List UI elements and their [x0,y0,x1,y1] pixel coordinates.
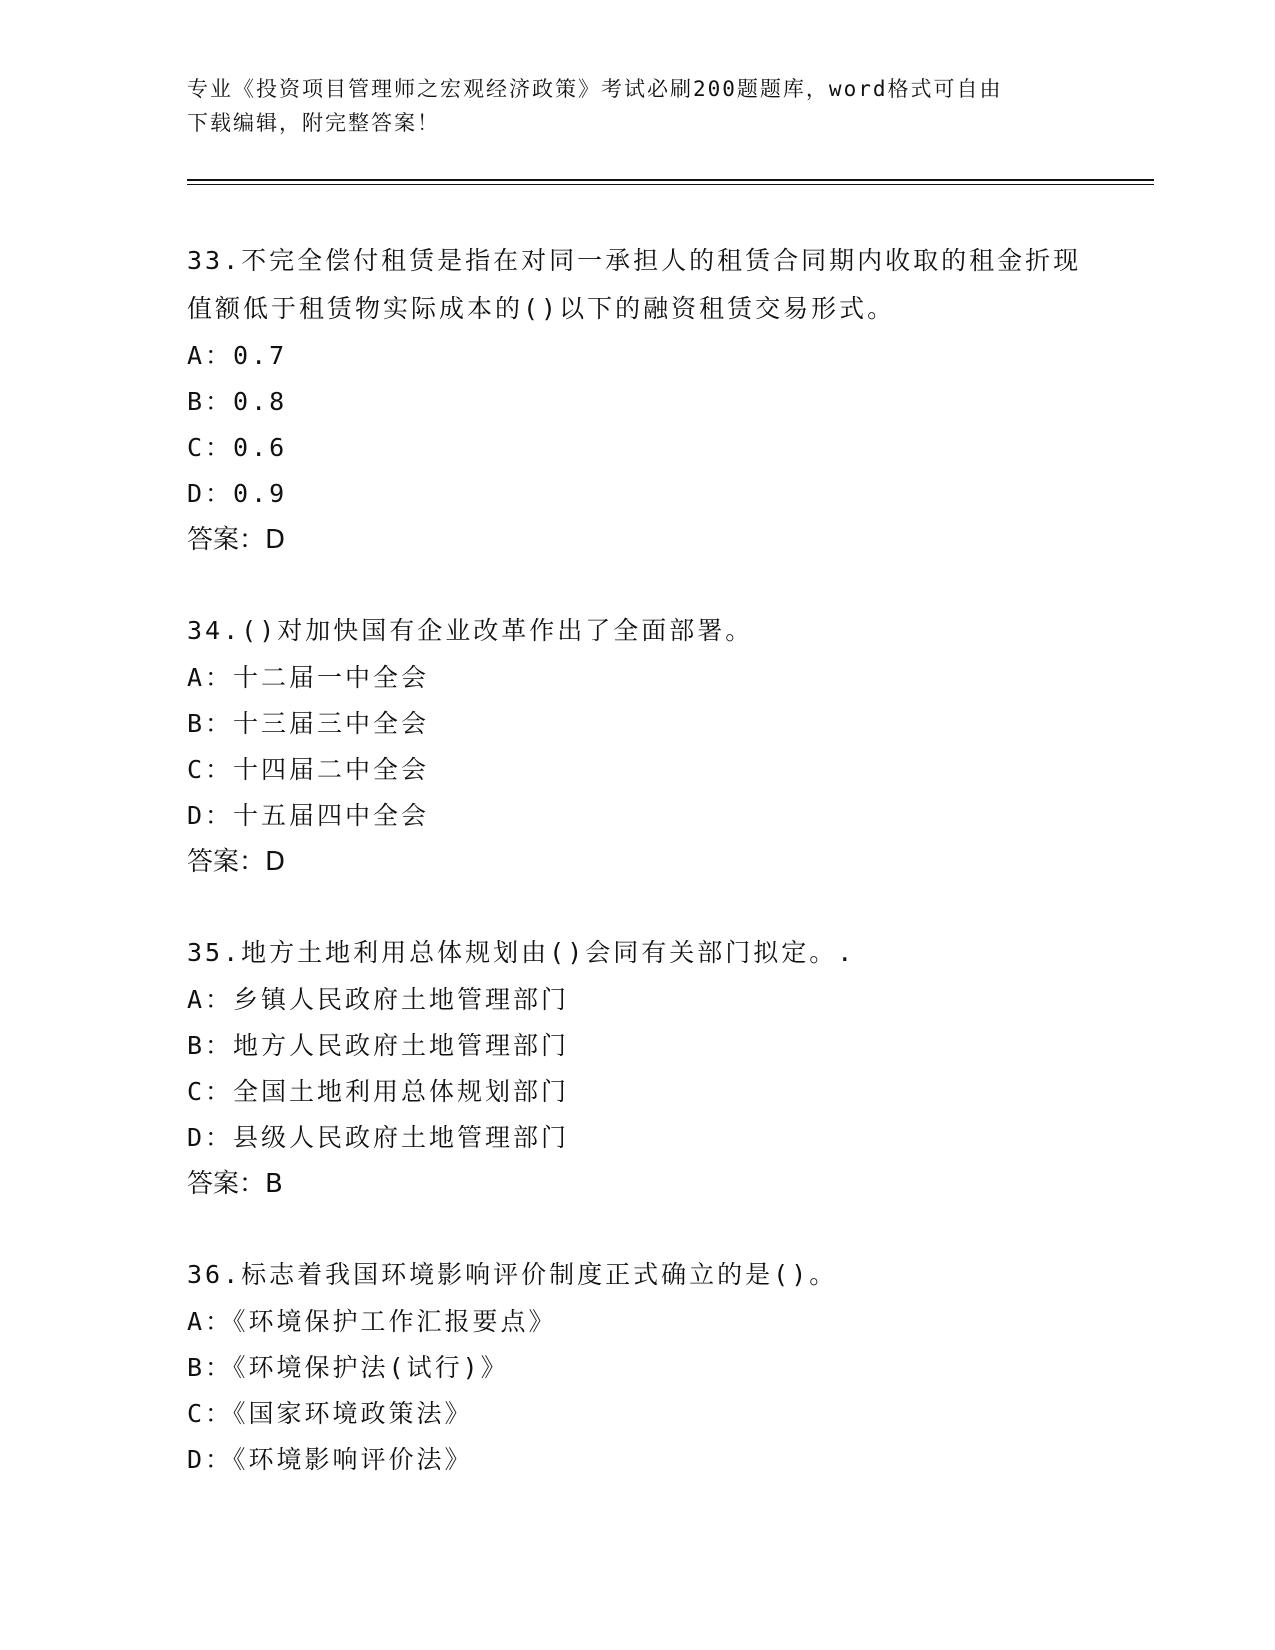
question-stem: 33.不完全偿付租赁是指在对同一承担人的租赁合同期内收取的租金折现值额低于租赁物实际成本的()以下的融资租赁交易形式。 [187,246,1082,323]
option-d: D：十五届四中全会 [187,801,430,830]
option-c: C：0.6 [187,433,288,462]
question-33 [187,237,1087,563]
header-line-1: 专业《投资项目管理师之宏观经济政策》考试必刷200题题库，word格式可自由 [187,77,1003,101]
option-a: A：0.7 [187,341,288,370]
option-c: C：《国家环境政策法》 [187,1399,473,1428]
option-b: B：十三届三中全会 [187,709,430,738]
option-a: A：乡镇人民政府土地管理部门 [187,985,570,1014]
answer-line: 答案：D [187,847,286,877]
option-c: C：全国土地利用总体规划部门 [187,1077,570,1106]
option-b: B：《环境保护法(试行)》 [187,1353,509,1382]
header-divider-thick [187,179,1154,181]
option-d: D：县级人民政府土地管理部门 [187,1123,570,1152]
document-header [187,72,1087,140]
option-b: B：地方人民政府土地管理部门 [187,1031,570,1060]
question-stem: 35.地方土地利用总体规划由()会同有关部门拟定。. [187,938,856,967]
option-d: D：《环境影响评价法》 [187,1445,473,1474]
header-divider-thin [187,184,1154,185]
option-b: B：0.8 [187,387,288,416]
question-list [187,237,1087,1527]
answer-line: 答案：B [187,1169,283,1199]
question-stem: 34.()对加快国有企业改革作出了全面部署。 [187,616,754,645]
header-line-2: 下载编辑，附完整答案！ [187,111,440,135]
question-stem: 36.标志着我国环境影响评价制度正式确立的是()。 [187,1260,838,1289]
answer-line: 答案：D [187,525,286,555]
option-c: C：十四届二中全会 [187,755,430,784]
question-36 [187,1251,1087,1483]
question-34 [187,607,1087,885]
question-35 [187,929,1087,1207]
option-a: A：《环境保护工作汇报要点》 [187,1307,557,1336]
option-d: D：0.9 [187,479,288,508]
option-a: A：十二届一中全会 [187,663,430,692]
